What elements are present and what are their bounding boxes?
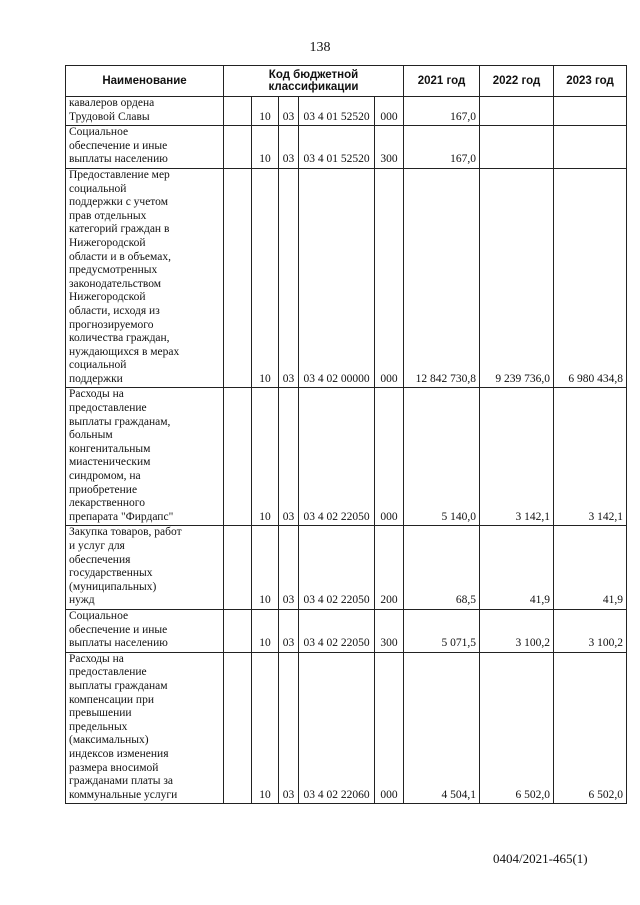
code-type: 000 (375, 652, 404, 804)
value-2023 (554, 126, 627, 169)
code-subsection: 03 (279, 126, 299, 169)
table-row (66, 168, 627, 388)
code-empty (224, 97, 252, 126)
code-empty (224, 652, 252, 804)
table-row (66, 97, 627, 126)
value-2022 (480, 126, 554, 169)
code-target: 03 4 02 22050 (299, 609, 375, 652)
row-name: Расходы на предоставление выплаты гражданам, больным конгенитальным миастеническим синдромом, на приобретение лекарственного препарата "Фирдапс" (66, 388, 224, 526)
code-section: 10 (252, 388, 279, 526)
code-section: 10 (252, 526, 279, 610)
header-2021: 2021 год (404, 66, 480, 97)
table-header-row (66, 66, 627, 97)
code-target: 03 4 02 22050 (299, 526, 375, 610)
code-type: 000 (375, 168, 404, 388)
table-row (66, 388, 627, 526)
code-target: 03 4 01 52520 (299, 97, 375, 126)
value-2023: 3 100,2 (554, 609, 627, 652)
header-2022: 2022 год (480, 66, 554, 97)
row-name: Социальное обеспечение и иные выплаты населению (66, 609, 224, 652)
value-2023 (554, 97, 627, 126)
code-section: 10 (252, 609, 279, 652)
header-code: Код бюджетной классификации (224, 66, 404, 97)
value-2023: 41,9 (554, 526, 627, 610)
code-target: 03 4 01 52520 (299, 126, 375, 169)
value-2022: 6 502,0 (480, 652, 554, 804)
code-empty (224, 609, 252, 652)
code-empty (224, 126, 252, 169)
value-2021: 5 071,5 (404, 609, 480, 652)
table-row (66, 652, 627, 804)
table-row (66, 126, 627, 169)
code-target: 03 4 02 22060 (299, 652, 375, 804)
value-2023: 3 142,1 (554, 388, 627, 526)
code-target: 03 4 02 22050 (299, 388, 375, 526)
table-row (66, 526, 627, 610)
row-name: кавалеров ордена Трудовой Славы (66, 97, 224, 126)
value-2022: 3 142,1 (480, 388, 554, 526)
code-subsection: 03 (279, 388, 299, 526)
row-name: Социальное обеспечение и иные выплаты населению (66, 126, 224, 169)
value-2021: 68,5 (404, 526, 480, 610)
code-subsection: 03 (279, 609, 299, 652)
row-name: Предоставление мер социальной поддержки с учетом прав отдельных категорий граждан в Нижегородской области и в объемах, предусмотренных законодательством Нижегородской области, исходя из прогнозируемого количества граждан, нуждающихся в мерах социальной поддержки (66, 168, 224, 388)
code-subsection: 03 (279, 652, 299, 804)
code-subsection: 03 (279, 168, 299, 388)
code-section: 10 (252, 168, 279, 388)
row-name: Расходы на предоставление выплаты гражданам компенсации при превышении предельных (максимальных) индексов изменения размера вносимой гражданами платы за коммунальные услуги (66, 652, 224, 804)
row-name: Закупка товаров, работ и услуг для обеспечения государственных (муниципальных) нужд (66, 526, 224, 610)
value-2022 (480, 97, 554, 126)
code-empty (224, 388, 252, 526)
value-2021: 167,0 (404, 126, 480, 169)
code-type: 000 (375, 97, 404, 126)
value-2022: 3 100,2 (480, 609, 554, 652)
value-2023: 6 502,0 (554, 652, 627, 804)
code-subsection: 03 (279, 97, 299, 126)
budget-table (65, 65, 627, 804)
code-target: 03 4 02 00000 (299, 168, 375, 388)
table-row (66, 609, 627, 652)
value-2022: 9 239 736,0 (480, 168, 554, 388)
code-type: 300 (375, 609, 404, 652)
code-section: 10 (252, 126, 279, 169)
value-2021: 12 842 730,8 (404, 168, 480, 388)
code-empty (224, 168, 252, 388)
page-number: 138 (309, 40, 331, 55)
code-type: 200 (375, 526, 404, 610)
code-section: 10 (252, 652, 279, 804)
header-2023: 2023 год (554, 66, 627, 97)
document-code: 0404/2021-465(1) (493, 851, 588, 866)
value-2021: 4 504,1 (404, 652, 480, 804)
code-empty (224, 526, 252, 610)
code-type: 300 (375, 126, 404, 169)
value-2021: 167,0 (404, 97, 480, 126)
value-2022: 41,9 (480, 526, 554, 610)
code-type: 000 (375, 388, 404, 526)
value-2021: 5 140,0 (404, 388, 480, 526)
code-subsection: 03 (279, 526, 299, 610)
value-2023: 6 980 434,8 (554, 168, 627, 388)
code-section: 10 (252, 97, 279, 126)
header-name: Наименование (66, 66, 224, 97)
